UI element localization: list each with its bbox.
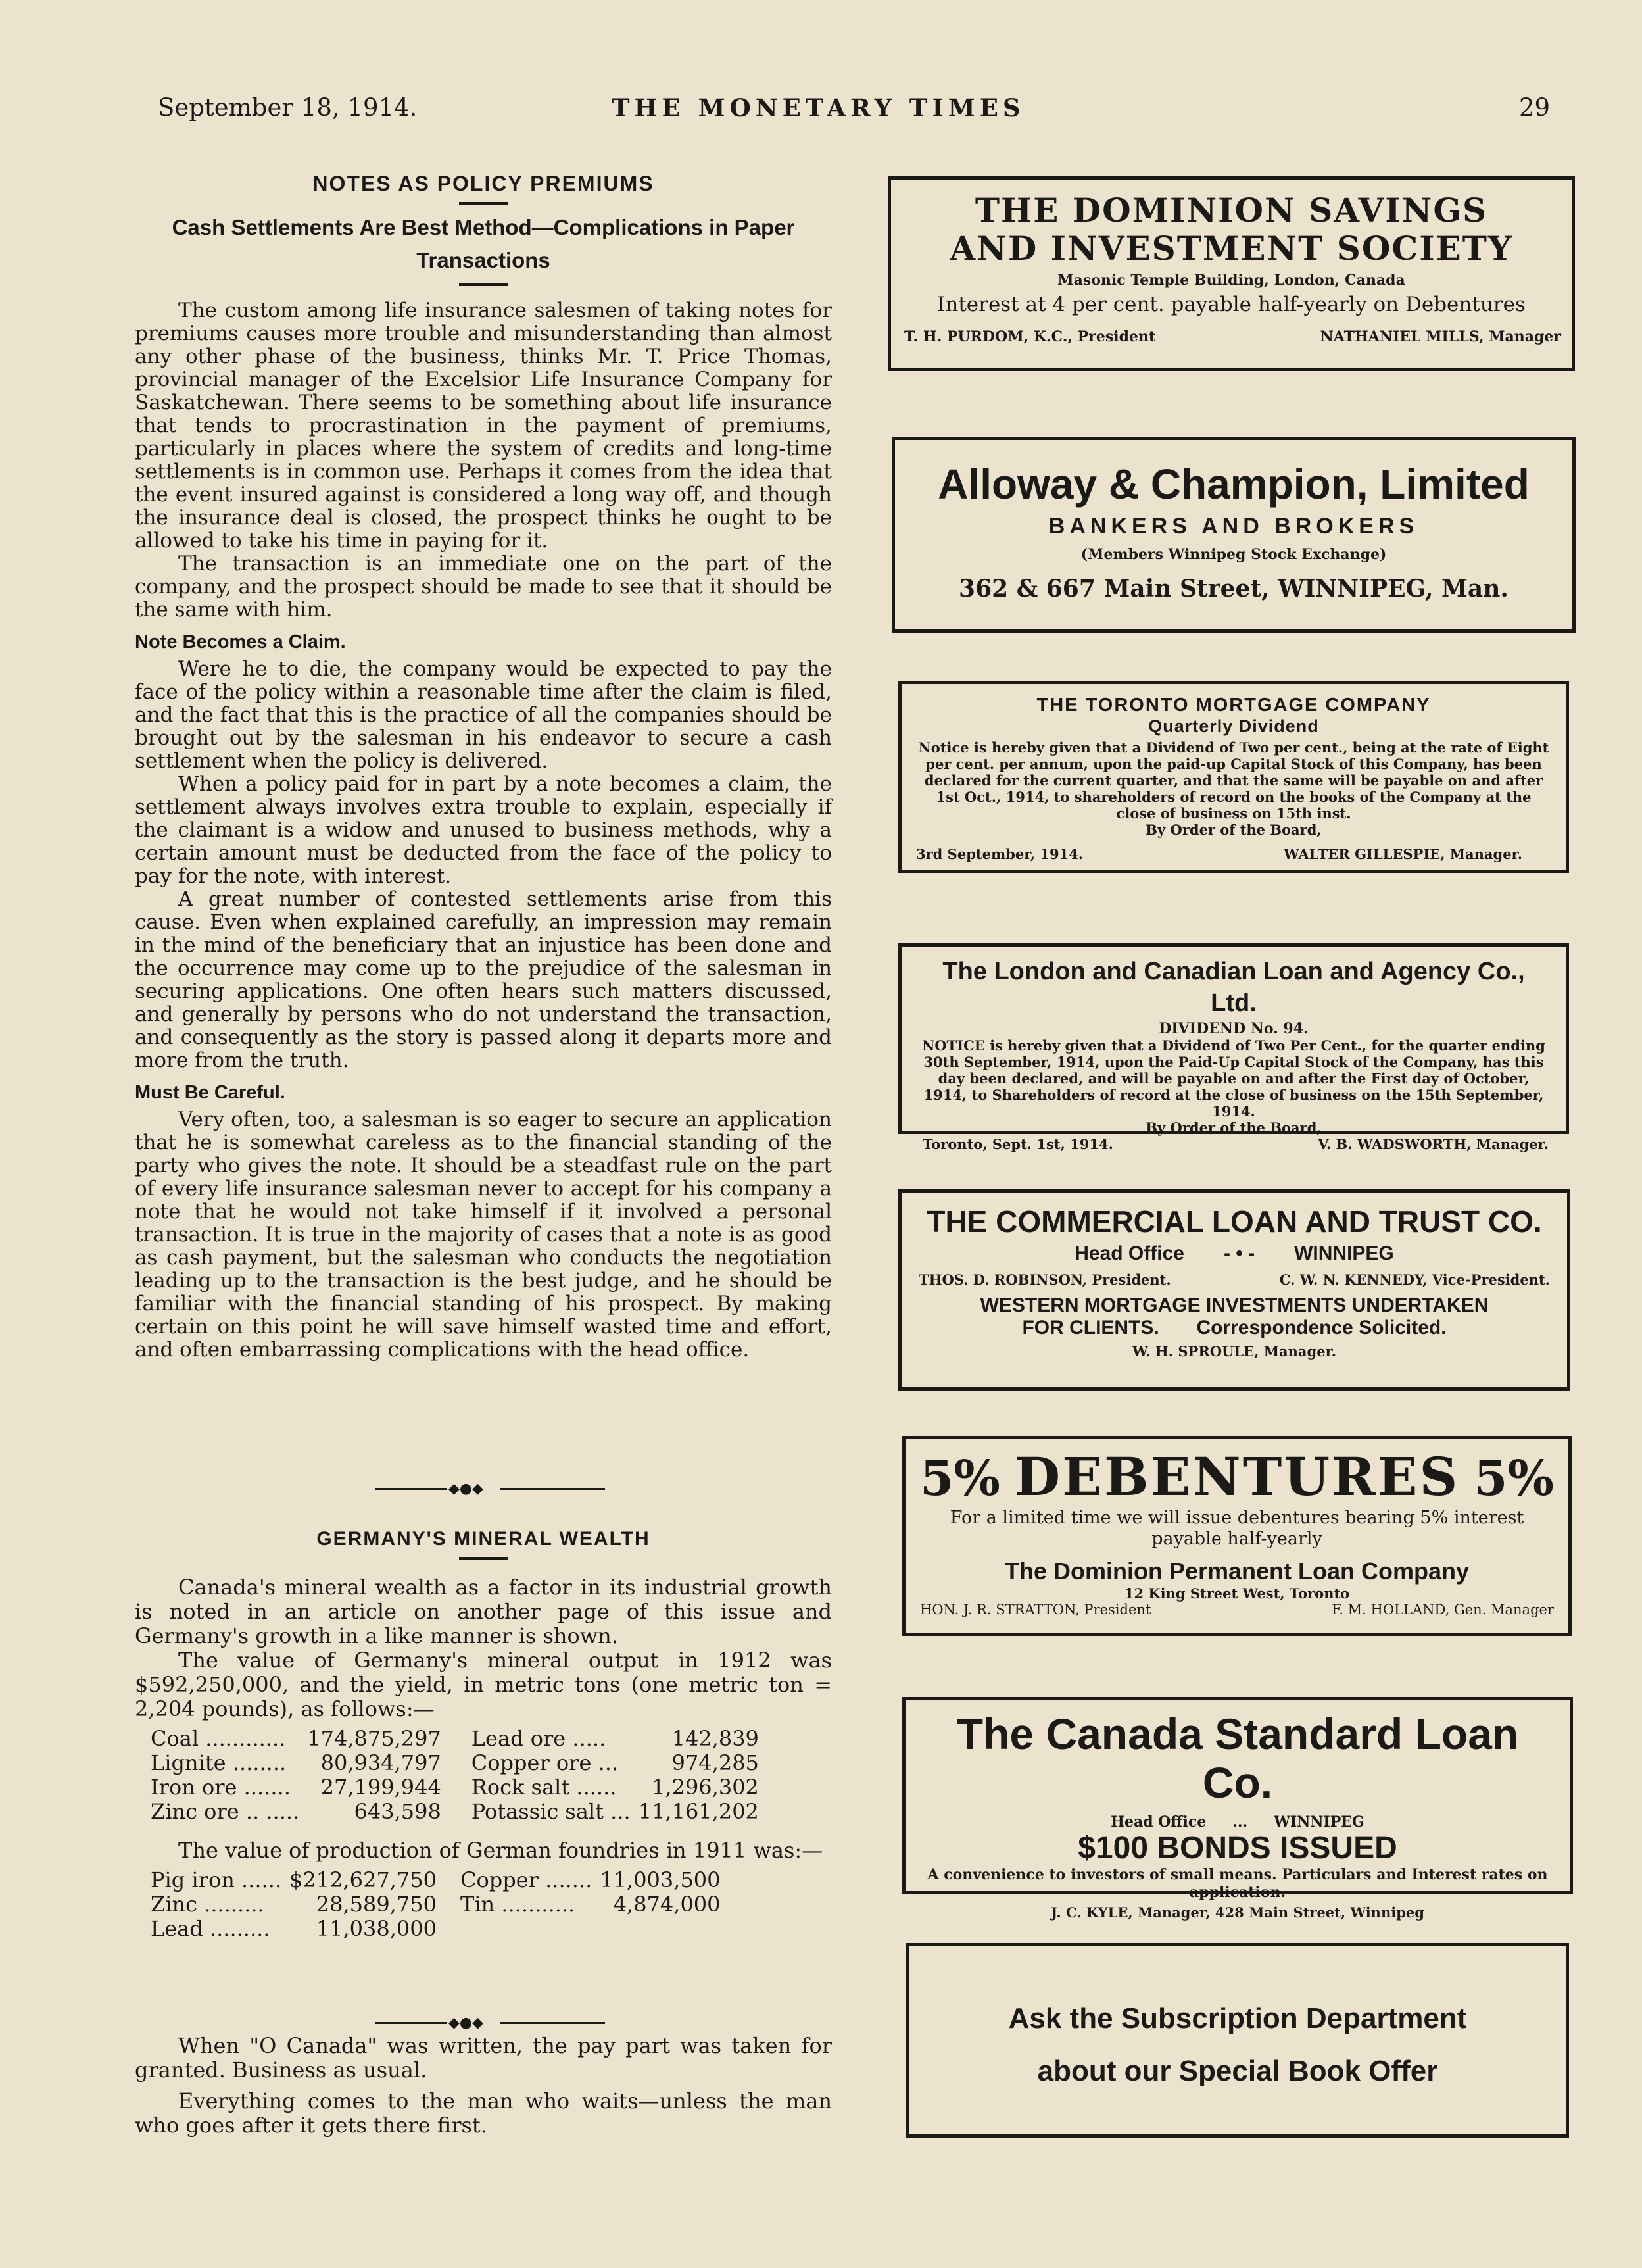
ad-heading: AND INVESTMENT SOCIETY [950,229,1513,268]
paragraph: Very often, too, a salesman is so eager to secure an application that he is somewhat careless as to the financial standing of the party who gives the note. It should be a steadfast rule on the part of every life insurance salesman never to accept for his company a note that he would not take himself if it involved a personal transaction. It is true in the majority of cases that a note is as good as cash payment, but the salesman who conducts the negotiation leading up to the transaction is the best judge, and he should be familiar with the financial standing of his prospect. By making certain on this point he will save himself wasted time and effort, and often embarrassing complications with the head office. [135,1108,832,1362]
ad-city: WINNIPEG [1294,1243,1394,1264]
ad-percent: 5% [920,1450,1000,1507]
ad-percent: 5% [1474,1450,1554,1507]
ad-interest: Interest at 4 per cent. payable half-yearly on Debentures [937,293,1526,316]
table-row: Lead ......... 11,038,000 [151,1916,437,1941]
ad-description: A convenience to investors of small means. Particulars and Interest rates on application. [927,1866,1548,1901]
ad-line: FOR CLIENTS. [1022,1317,1159,1339]
paragraph: Canada's mineral wealth as a factor in its industrial growth is noted in an article on another page of this issue and Germany's growth in a like manner is shown. [135,1575,832,1648]
ad-canada-standard-loan [902,1697,1573,1921]
paragraph: When "O Canada" was written, the pay part was taken for granted. Business as usual. [135,2033,832,2083]
ad-commercial-loan-trust [898,1189,1570,1391]
page-date: September 18, 1914. [158,93,418,122]
foundries-table [147,1868,725,1941]
ad-president: T. H. PURDOM, K.C., President [904,328,1156,345]
ad-heading: DEBENTURES [1014,1446,1460,1508]
closing-notes [135,2034,832,2138]
ornament-divider: ◆●◆ [375,2013,605,2033]
table-row: Pig iron ...... $212,627,750 Copper ....... 11,003,500 [151,1867,721,1892]
table-row: Zinc ......... 28,589,750 Tin ........... 4,874,000 [151,1892,721,1917]
ad-company: The Dominion Permanent Loan Company [1004,1558,1470,1585]
ad-line: about our Special Book Offer [1037,2055,1438,2087]
masthead-title: THE MONETARY TIMES [612,93,1025,122]
ad-heading: The Canada Standard Loan Co. [956,1710,1519,1807]
subtitle-rule [459,284,508,286]
title-rule [459,1557,508,1560]
ad-debentures [902,1436,1572,1636]
ad-order: By Order of the Board, [1146,1120,1322,1136]
paragraph: When a policy paid for in part by a note becomes a claim, the settlement always involves extra trouble to explain, especially if the claimant is a widow and unused to business methods, why a certain amount must be deducted from the face of the policy to pay for the note, with interest. [135,772,832,888]
ad-head-office: Head Office [1075,1243,1184,1264]
paragraph: The custom among life insurance salesmen of taking notes for premiums causes more trouble and misunderstanding than almost any other phase of the business, thinks Mr. T. Price Thomas, provincial manager of the Excelsior Life Insurance Company for Saskatchewan. There seems to be something about life insurance that tends to procrastination in the payment of premiums, particularly in places where the system of credits and long-time settlements is in common use. Perhaps it comes from the idea that the event insured against is considered a long way off, and though the insurance deal is closed, the prospect thinks he ought to be allowed to take his time in paying for it. [135,299,832,553]
section-heading: Note Becomes a Claim. [135,631,346,653]
ad-line: Ask the Subscription Department [1008,2002,1467,2034]
ad-subheading: BANKERS AND BROKERS [1048,514,1419,539]
ad-vice-president: C. W. N. KENNEDY, Vice-President. [1279,1271,1550,1288]
ornament-divider: ◆●◆ [375,1479,605,1498]
paragraph: A great number of contested settlements arise from this cause. Even when explained carefully, an impression may remain in the mind of the beneficiary that an injustice has been done and the occurrence may come up to the prejudice of the salesman in securing applications. One often hears such matters discussed, and generally by persons who do not understand the transaction, and consequently as the story is passed along it departs more and more from the truth. [135,887,832,1072]
ad-head-office: Head Office [1111,1813,1207,1831]
ad-date: 3rd September, 1914. [916,846,1084,862]
ad-line: Correspondence Solicited. [1196,1317,1447,1339]
table-row: Zinc ore .. ..... 643,598 Potassic salt ... 11,161,202 [151,1799,759,1824]
ad-toronto-mortgage [898,681,1569,873]
paragraph: Everything comes to the man who waits—unless the man who goes after it gets there first. [135,2088,832,2138]
ad-notice: Notice is hereby given that a Dividend of Two per cent., being at the rate of Eight per cent. per annum, upon the paid-up Capital Stock of this Company, has been declared for the current quarter, and that the same will be payable on and after 1st Oct., 1914, to shareholders of record on the books of the Company at the close of business on 15th inst. [918,739,1549,822]
article-title: NOTES AS POLICY PREMIUMS [312,172,654,195]
ad-bonds: $100 BONDS ISSUED [1078,1831,1397,1865]
minerals-table [147,1727,763,1824]
ad-subheading: Quarterly Dividend [1148,716,1319,736]
ad-notice: NOTICE is hereby given that a Dividend of Two Per Cent., for the quarter ending 30th September, 1914, upon the Paid-Up Capital Stock of the Company, has this day been declared, and will be payable on and after the First day of October, 1914, to Shareholders of record at the close of business on the 15th September, 1914. [922,1037,1545,1120]
ad-address: Masonic Temple Building, London, Canada [1057,272,1405,289]
ad-subscription-offer [906,1943,1569,2138]
section-heading: Must Be Careful. [135,1082,285,1103]
ad-manager: WALTER GILLESPIE, Manager. [1284,846,1522,862]
ad-address: 362 & 667 Main Street, WINNIPEG, Man. [959,575,1509,603]
paragraph: The value of Germany's mineral output in 1912 was $592,250,000, and the yield, in metric tons (one metric ton = 2,204 pounds), as follows:— [135,1648,832,1721]
article-subtitle: Cash Settlements Are Best Method—Complications in Paper Transactions [172,215,795,272]
ad-manager: W. H. SPROULE, Manager. [1132,1343,1337,1360]
paragraph: The value of production of German foundries in 1911 was:— [178,1838,823,1863]
article-germanys-mineral-wealth [135,1527,832,1941]
ad-date: Toronto, Sept. 1st, 1914. [923,1136,1113,1152]
ad-president: HON. J. R. STRATTON, President [920,1602,1151,1617]
paragraph: Were he to die, the company would be expected to pay the face of the policy within a reasonable time after the claim is filed, and the fact that this is the practice of all the companies should be brought out by the salesman in his endeavor to secure a cash settlement when the policy is delivered. [135,657,832,773]
ad-manager: NATHANIEL MILLS, Manager [1320,328,1561,345]
ad-manager: J. C. KYLE, Manager, 428 Main Street, Winnipeg [1051,1904,1424,1921]
ad-heading: The London and Canadian Loan and Agency Co., Ltd. [942,958,1525,1017]
page-number: 29 [1519,93,1551,122]
table-row: Iron ore ....... 27,199,944 Rock salt ...... 1,296,302 [151,1775,759,1800]
ad-city: WINNIPEG [1274,1813,1364,1831]
title-rule [459,202,508,205]
ad-line: WESTERN MORTGAGE INVESTMENTS UNDERTAKEN [980,1294,1489,1316]
ad-manager: F. M. HOLLAND, Gen. Manager [1332,1602,1554,1617]
ad-separator: - • - [1223,1243,1255,1264]
ad-order: By Order of the Board, [1146,822,1322,838]
article-title: GERMANY'S MINERAL WEALTH [316,1528,650,1550]
ad-heading: THE COMMERCIAL LOAN AND TRUST CO. [927,1204,1542,1239]
table-row: Coal ............ 174,875,297 Lead ore ..... 142,839 [151,1726,759,1751]
ad-separator: ... [1232,1813,1248,1831]
ad-address: 12 King Street West, Toronto [1124,1585,1350,1602]
ad-dividend: DIVIDEND No. 94. [1159,1020,1309,1037]
table-row: Lignite ........ 80,934,797 Copper ore ... 974,285 [151,1750,759,1775]
ad-president: THOS. D. ROBINSON, President. [919,1271,1171,1288]
ad-heading: Alloway & Champion, Limited [938,460,1530,508]
ad-heading: THE TORONTO MORTGAGE COMPANY [1036,695,1431,716]
ad-london-canadian-loan [898,943,1569,1152]
ad-dominion-savings [888,176,1575,371]
ad-alloway-champion [892,437,1576,633]
ad-members: (Members Winnipeg Stock Exchange) [1080,546,1387,563]
article-notes-as-policy-premiums [135,172,832,1362]
ad-description: For a limited time we will issue debentures bearing 5% interest payable half-yearly [950,1508,1524,1549]
ad-heading: THE DOMINION SAVINGS [975,191,1488,230]
ad-manager: V. B. WADSWORTH, Manager. [1318,1136,1549,1152]
paragraph: The transaction is an immediate one on the part of the company, and the prospect should be made to see that it should be the same with him. [135,552,832,622]
